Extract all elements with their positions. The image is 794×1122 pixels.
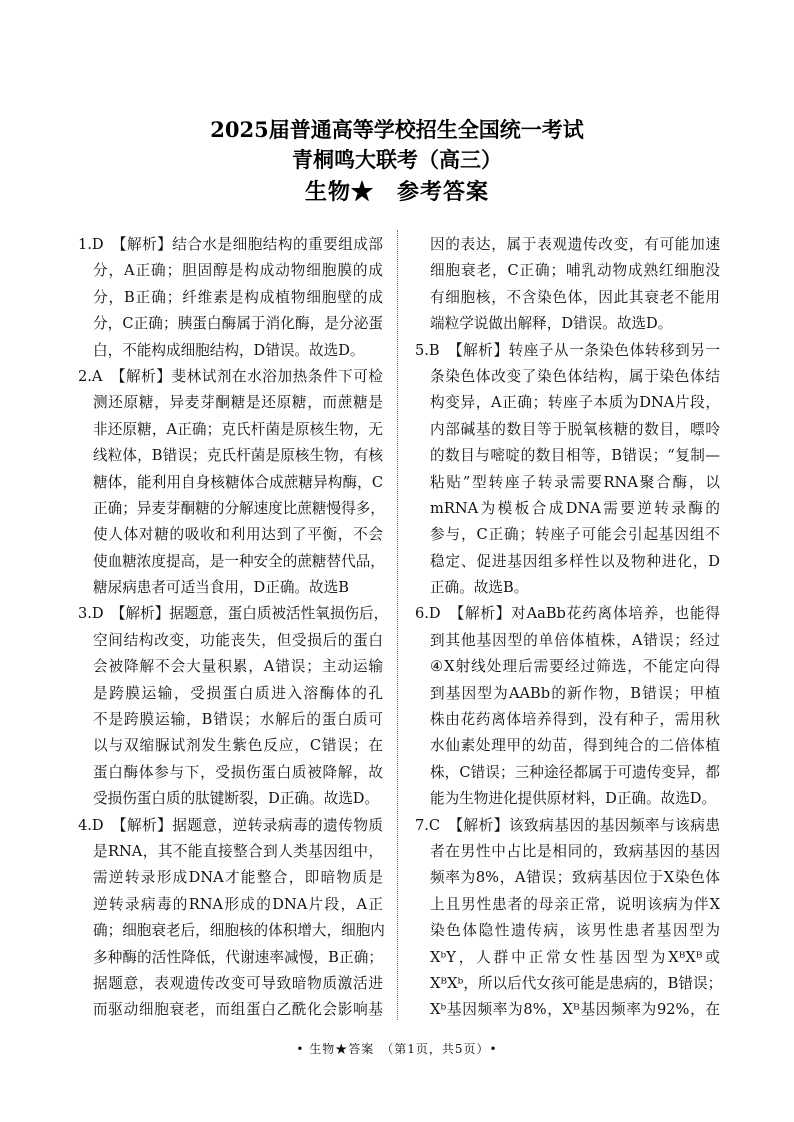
answer-text-line: 内部碱基的数目等于脱氧核糖的数目，嘌呤 <box>430 420 720 438</box>
answer-text-line: 蛋白酶体参与下，受损伤蛋白质被降解，故 <box>93 763 383 781</box>
answer-text-line: 频率为8%，A错误；致病基因位于X染色体 <box>430 869 720 887</box>
answer-text-line: 到其他基因型的单倍体植株，A错误；经过 <box>430 631 720 649</box>
answer-text-line: 细胞衰老，C正确；哺乳动物成熟红细胞没 <box>430 262 720 280</box>
answer-text-line: 白，不能构成细胞结构，D错误。故选D。 <box>93 341 365 359</box>
answer-item-start: 7.C 【解析】该致病基因的基因频率与该病患 <box>415 816 720 834</box>
answer-text-line: 使人体对糖的吸收和利用达到了平衡，不会 <box>93 526 383 544</box>
answer-item-start: 6.D 【解析】对AaBb花药离体培养，也能得 <box>415 605 720 623</box>
exam-title: 2025届普通高等学校招生全国统一考试 <box>210 117 584 142</box>
answer-text-line: 参与，C正确；转座子可能会引起基因组不 <box>430 526 720 544</box>
answer-item-start: 2.A 【解析】斐林试剂在水浴加热条件下可检 <box>78 367 383 385</box>
answer-text-line: 分，C正确；胰蛋白酶属于消化酶，是分泌蛋 <box>93 315 383 333</box>
answer-text-line: 稳定、促进基因组多样性以及物种进化，D <box>430 552 720 570</box>
answer-text-line: 非还原糖，A正确；克氏杆菌是原核生物，无 <box>93 420 383 438</box>
answer-text-line: 能为生物进化提供原材料，D正确。故选D。 <box>430 790 717 808</box>
answer-text-line: 受损伤蛋白质的肽键断裂，D正确。故选D。 <box>93 790 380 808</box>
answer-text-line: 空间结构改变，功能丧失，但受损后的蛋白 <box>93 631 383 649</box>
answer-text-line: 的数目与嘧啶的数目相等，B错误；“复制— <box>430 447 720 465</box>
answer-text-line: 据题意，表观遗传改变可导致暗物质激活进 <box>93 974 383 992</box>
answer-text-line: 因的表达，属于表观遗传改变，有可能加速 <box>430 236 720 253</box>
answer-text-line: 分，B正确；纤维素是构成植物细胞壁的成 <box>93 288 383 306</box>
answer-text-line: 而驱动细胞衰老，而组蛋白乙酰化会影响基 <box>93 1001 383 1019</box>
page-footer: • 生物★答案 （第1页，共5页）• <box>296 1042 498 1056</box>
answer-item-start: 5.B 【解析】转座子从一条染色体转移到另一 <box>415 341 720 359</box>
answer-text-line: 构变异，A正确；转座子本质为DNA片段， <box>430 394 720 412</box>
exam-subtitle: 青桐鸣大联考（高三） <box>292 147 502 172</box>
answer-text-line: Xᵇ基因频率为8%，Xᴮ基因频率为92%，在 <box>430 1001 720 1019</box>
answer-text-line: 株由花药离体培养得到，没有种子，需用秋 <box>430 711 720 729</box>
answer-text-line: 多种酶的活性降低，代谢速率减慢，B正确； <box>93 948 383 966</box>
answer-text-line: 上且男性患者的母亲正常，说明该病为伴X <box>430 895 720 913</box>
answer-key-heading: 生物★ 参考答案 <box>304 179 489 205</box>
answer-text-line: 者在男性中占比是相同的，致病基因的基因 <box>430 842 720 860</box>
answer-text-line: 正确；异麦芽酮糖的分解速度比蔗糖慢得多， <box>93 499 385 517</box>
answer-text-line: XᵇY，人群中正常女性基因型为XᴮXᴮ或 <box>430 948 720 966</box>
answer-text-line: 到基因型为AABb的新作物，B错误；甲植 <box>430 684 720 702</box>
answer-item-start: 4.D 【解析】据题意，逆转录病毒的遗传物质 <box>78 816 383 834</box>
answer-text-line: 不是跨膜运输，B错误；水解后的蛋白质可 <box>93 711 383 729</box>
answer-text-line: 以与双缩脲试剂发生紫色反应，C错误；在 <box>93 737 383 755</box>
answer-text-line: 线粒体，B错误；克氏杆菌是原核生物，有核 <box>93 447 383 465</box>
answer-text-line: 端粒学说做出解释，D错误。故选D。 <box>430 315 673 333</box>
answer-text-line: 粘贴”型转座子转录需要RNA聚合酶，以 <box>430 473 720 491</box>
answer-text-line: 分，A正确；胆固醇是构成动物细胞膜的成 <box>93 262 383 280</box>
answer-text-line: XᴮXᵇ，所以后代女孩可能是患病的，B错误； <box>430 974 723 992</box>
answer-text-line: 染色体隐性遗传病，该男性患者基因型为 <box>430 922 720 940</box>
answer-text-line: 正确。故选B。 <box>430 579 529 597</box>
answer-text-line: 是RNA，其不能直接整合到人类基因组中， <box>93 842 383 860</box>
answer-text-line: 糖尿病患者可适当食用，D正确。故选B <box>93 579 349 597</box>
right-column <box>415 232 723 1024</box>
answer-text-line: 需逆转录形成DNA才能整合，即暗物质是 <box>93 869 383 887</box>
answer-text-line: 条染色体改变了染色体结构，属于染色体结 <box>430 367 720 385</box>
answer-item-start: 3.D 【解析】据题意，蛋白质被活性氧损伤后， <box>78 605 389 623</box>
answer-item-start: 1.D 【解析】结合水是细胞结构的重要组成部 <box>78 236 383 253</box>
answer-text-line: 有细胞核，不含染色体，因此其衰老不能用 <box>430 288 720 306</box>
answer-text-line: 测还原糖，异麦芽酮糖是还原糖，而蔗糖是 <box>93 394 383 412</box>
answer-text-line: 会被降解不会大量积累，A错误；主动运输 <box>93 658 383 676</box>
left-column <box>78 232 389 1024</box>
column-divider <box>397 230 398 1020</box>
answer-text-line: 水仙素处理甲的幼苗，得到纯合的二倍体植 <box>430 737 720 755</box>
answer-text-line: mRNA为模板合成DNA需要逆转录酶的 <box>430 499 720 517</box>
answer-text-line: 逆转录病毒的RNA形成的DNA片段，A正 <box>93 895 383 913</box>
answer-text-line: 使血糖浓度提高，是一种安全的蔗糖替代品， <box>93 552 385 570</box>
answer-text-line: 确；细胞衰老后，细胞核的体积增大，细胞内 <box>93 922 385 940</box>
answer-text-line: ④X射线处理后需要经过筛选，不能定向得 <box>430 658 720 676</box>
answer-text-line: 是跨膜运输，受损蛋白质进入溶酶体的孔 <box>93 684 383 702</box>
answer-text-line: 糖体，能利用自身核糖体合成蔗糖异构酶，C <box>93 473 383 491</box>
answer-text-line: 株，C错误；三种途径都属于可遗传变异，都 <box>430 763 720 781</box>
